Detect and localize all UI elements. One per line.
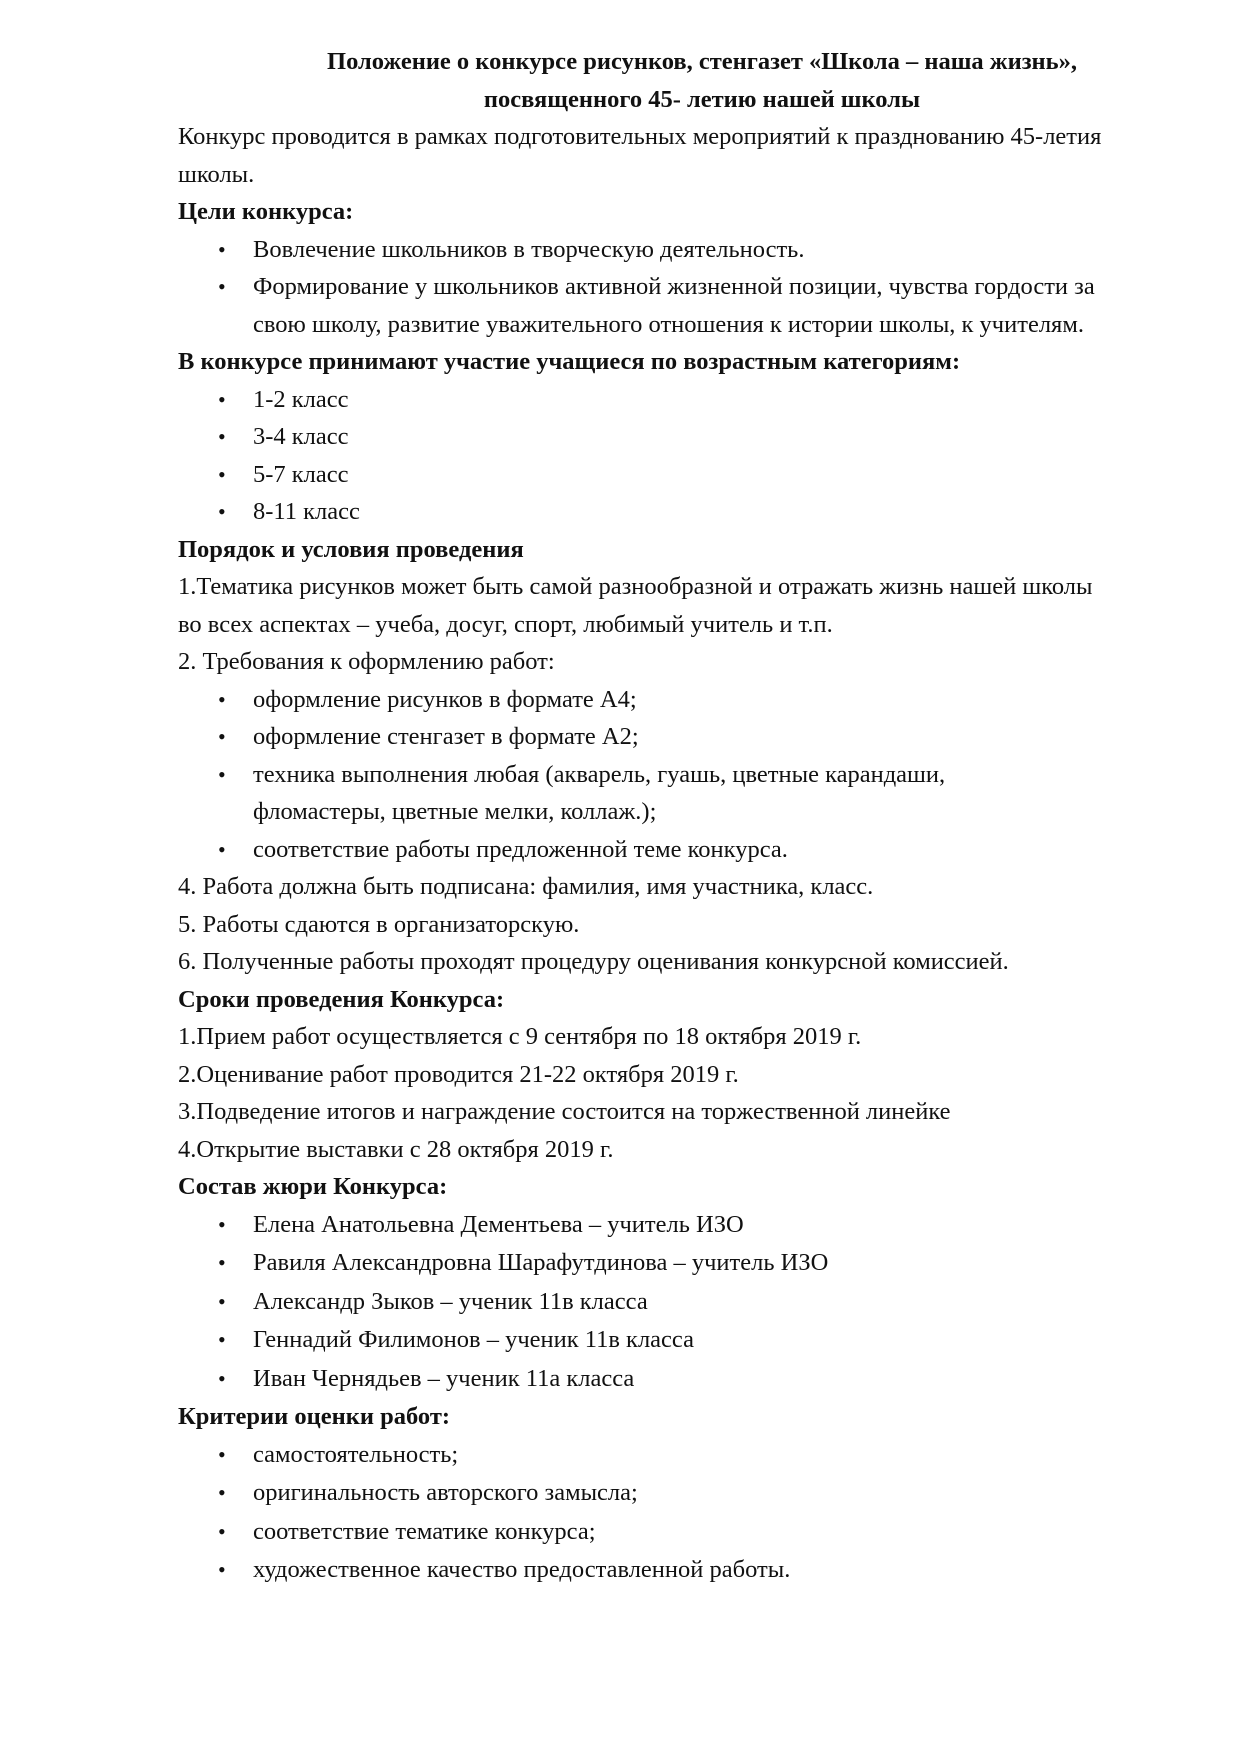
category-item: • 1-2 класс [178,381,1178,419]
requirement-item: • соответствие работы предложенной теме конкурса. [178,831,1178,869]
document-title [178,43,1178,118]
criteria-heading: Критерии оценки работ: [178,1403,451,1430]
jury-member: • Геннадий Филимонов – ученик 11в класса [178,1321,1178,1360]
requirement-item: • оформление стенгазет в формате А2; [178,718,1178,756]
jury-list [178,1206,1178,1399]
criteria-item: • самостоятельность; [178,1436,1178,1475]
jury-member: • Равиля Александровна Шарафутдинова – учитель ИЗО [178,1244,1178,1283]
category-item: • 8-11 класс [178,493,1178,531]
jury-member: • Елена Анатольевна Дементьева – учитель ИЗО [178,1206,1178,1245]
category-item: • 5-7 класс [178,456,1178,494]
goals-heading: Цели конкурса: [178,198,354,225]
intro-paragraph: Конкурс проводится в рамках подготовительных мероприятий к празднованию 45-летия школы. [178,123,1102,188]
criteria-list [178,1436,1178,1590]
requirement-item: • оформление рисунков в формате А4; [178,681,1178,719]
jury-heading: Состав жюри Конкурса: [178,1173,448,1200]
procedure-paragraph-5: 5. Работы сдаются в организаторскую. [178,910,580,938]
dates-heading: Сроки проведения Конкурса: [178,985,505,1013]
criteria-item: • соответствие тематике конкурса; [178,1513,1178,1552]
category-item: • 3-4 класс [178,418,1178,456]
criteria-item: • оригинальность авторского замысла; [178,1474,1178,1513]
goal-item: • Формирование у школьников активной жизненной позиции, чувства гордости за свою школу, развитие уважительного отношения к истории школы, к учителям. [178,268,1178,343]
goal-item: • Вовлечение школьников в творческую деятельность. [178,231,1178,269]
jury-member: • Иван Чернядьев – ученик 11а класса [178,1360,1178,1399]
requirements-list [178,681,1178,869]
date-item: 3.Подведение итогов и награждение состоится на торжественной линейке [178,1098,951,1125]
title-line-1: Положение о конкурсе рисунков, стенгазет «Школа – наша жизнь», [327,48,1077,75]
procedure-heading: Порядок и условия проведения [178,535,524,563]
goals-list [178,231,1178,344]
procedure-paragraph-4: 4. Работа должна быть подписана: фамилия, имя участника, класс. [178,873,874,900]
date-item: 2.Оценивание работ проводится 21-22 октября 2019 г. [178,1060,739,1088]
categories-list [178,381,1178,531]
procedure-paragraph-1: 1.Тематика рисунков может быть самой разнообразной и отражать жизнь нашей школы во всех аспектах – учеба, досуг, спорт, любимый учитель и т.п. [178,573,1093,638]
date-item: 4.Открытие выставки с 28 октября 2019 г. [178,1135,614,1163]
procedure-paragraph-6: 6. Полученные работы проходят процедуру оценивания конкурсной комиссией. [178,948,1009,975]
document-content [178,43,1178,1590]
criteria-item: • художественное качество предоставленной работы. [178,1551,1178,1590]
procedure-paragraph-2: 2. Требования к оформлению работ: [178,648,555,675]
jury-member: • Александр Зыков – ученик 11в класса [178,1283,1178,1322]
title-line-2: посвященного 45- летию нашей школы [483,85,921,113]
date-item: 1.Прием работ осуществляется с 9 сентября по 18 октября 2019 г. [178,1023,862,1050]
categories-heading: В конкурсе принимают участие учащиеся по возрастным категориям: [178,348,961,375]
requirement-item: • техника выполнения любая (акварель, гуашь, цветные карандаши, фломастеры, цветные мелки, коллаж.); [178,756,1178,831]
